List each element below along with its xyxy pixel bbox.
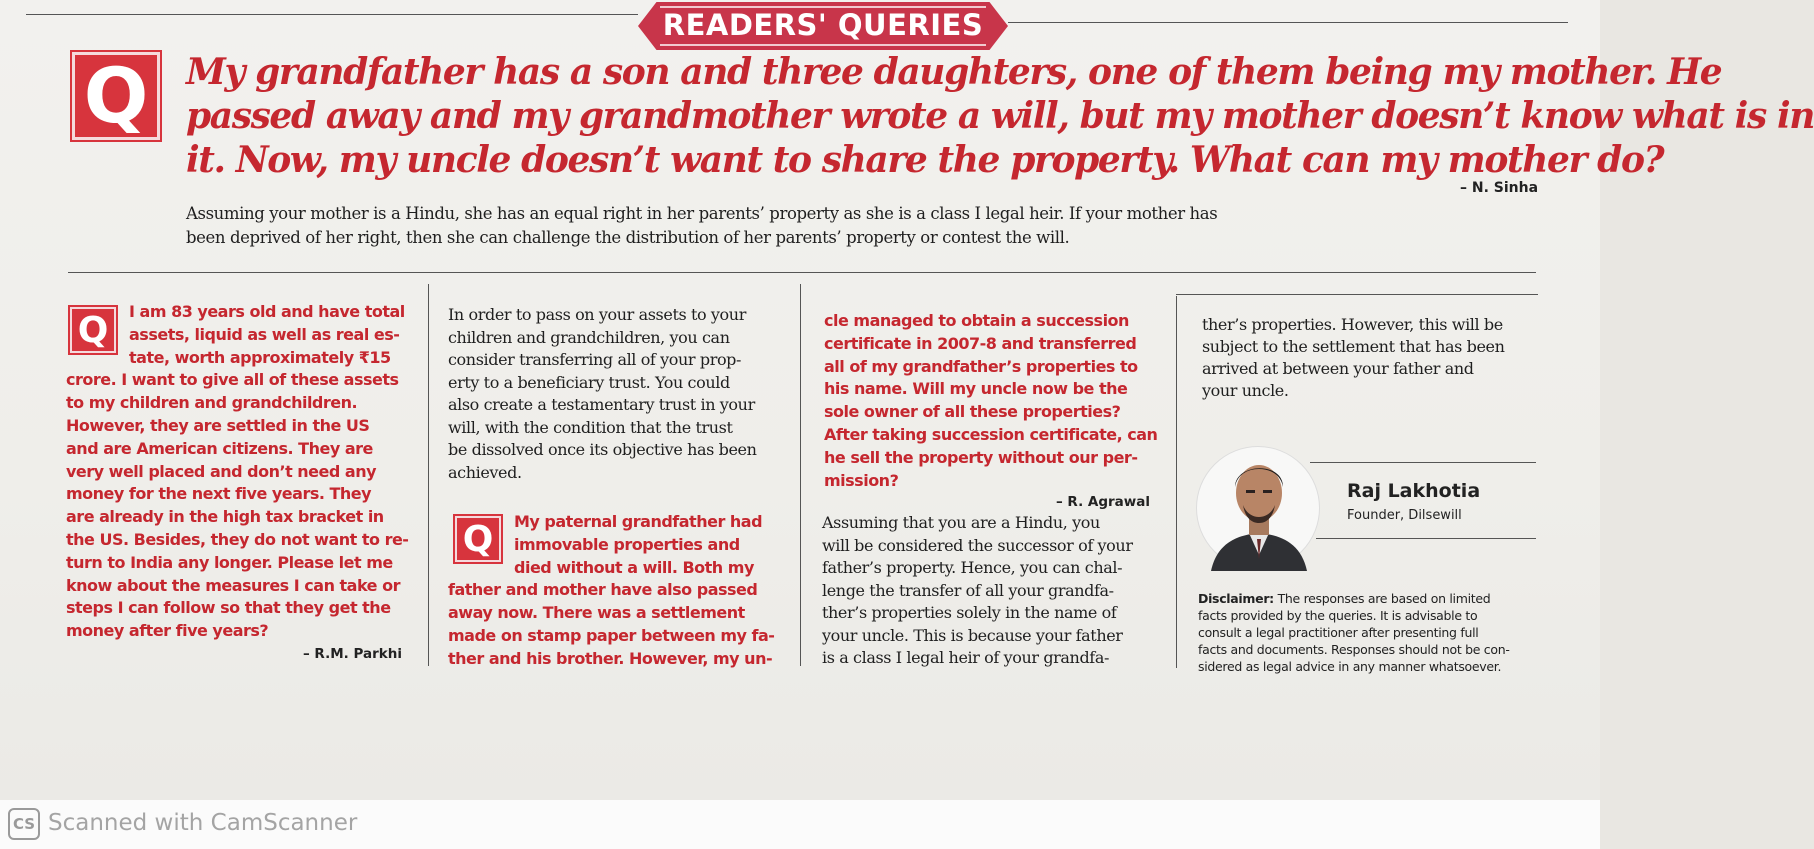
query-two-q-icon: Q: [70, 307, 116, 353]
query-two-answer-line: erty to a beneficiary trust. You could: [448, 372, 730, 392]
query-three-answer-line: will be considered the successor of your: [822, 535, 1133, 555]
query-three-answer-line: father’s property. Hence, you can chal-: [822, 558, 1123, 577]
main-answer-line: Assuming your mother is a Hindu, she has an equal right in her parents’ property as she is a class I legal heir. If your mother has: [186, 204, 1218, 223]
query-three-answer-part1: [822, 512, 1167, 670]
query-three-question-line: all of my grandfather’s properties to: [824, 356, 1138, 376]
column4-top-rule: [1176, 294, 1538, 295]
expert-avatar: [1196, 446, 1320, 570]
query-two-answer-line: achieved.: [448, 462, 522, 482]
header-rule-left: [26, 14, 638, 15]
disclaimer-line: The responses are based on limited: [1273, 591, 1491, 606]
query-two-answer-line: In order to pass on your assets to your: [448, 305, 746, 324]
camscanner-logo-icon: CS: [8, 808, 40, 840]
query-two-answer-line: will, with the condition that the trust: [448, 417, 733, 437]
query-two-answer: [448, 304, 788, 484]
query-two-question-line: assets, liquid as well as real es-: [129, 324, 400, 344]
query-two-question-line: and are American citizens. They are: [66, 438, 373, 458]
expert-title: Founder, Dilsewill: [1347, 508, 1462, 523]
query-two-question-line: money after five years?: [66, 621, 269, 641]
query-three-question-line: ther and his brother. However, my un-: [448, 648, 773, 668]
query-two-question-line: tate, worth approximately ₹15: [129, 347, 391, 367]
query-three-answer-line: ther’s properties. However, this will be: [1202, 315, 1503, 334]
main-question: [186, 50, 1814, 182]
query-two-question-line: very well placed and don’t need any: [66, 461, 377, 481]
query-two-question-line: money for the next five years. They: [66, 484, 372, 504]
query-two-answer-line: be dissolved once its objective has been: [448, 440, 757, 459]
query-two-question-line: I am 83 years old and have total: [129, 302, 405, 321]
main-answer: [186, 202, 1266, 250]
query-three-question-line: away now. There was a settlement: [448, 603, 745, 623]
main-question-line: My grandfather has a son and three daughters, one of them being my mother. He: [186, 51, 1722, 93]
main-answer-line: been deprived of her right, then she can challenge the distribution of her parents’ property or contest the will.: [186, 228, 1070, 247]
query-three-answer-line: ther’s properties solely in the name of: [822, 603, 1117, 622]
query-three-answer-line: your uncle.: [1202, 381, 1289, 400]
disclaimer-line: facts and documents. Responses should not be con-: [1198, 642, 1510, 657]
header-rule-right: [1008, 22, 1568, 23]
query-two-question: [66, 301, 416, 643]
main-question-line: it. Now, my uncle doesn’t want to share the property. What can my mother do?: [186, 139, 1664, 181]
main-question-line: passed away and my grandmother wrote a will, but my mother doesn’t know what is in: [186, 95, 1814, 137]
disclaimer: [1198, 590, 1558, 675]
query-two-question-line: are already in the high tax bracket in: [66, 507, 384, 527]
query-three-question-part1: [448, 511, 793, 671]
query-three-answer-line: subject to the settlement that has been: [1202, 337, 1505, 356]
query-three-attribution: – R. Agrawal: [1055, 494, 1150, 510]
scanner-watermark-text: Scanned with CamScanner: [48, 810, 358, 836]
query-two-question-line: However, they are settled in the US: [66, 415, 370, 435]
disclaimer-line: consult a legal practitioner after presenting full: [1198, 625, 1479, 640]
disclaimer-line: sidered as legal advice in any manner whatsoever.: [1198, 659, 1502, 674]
query-three-answer-part2: [1202, 314, 1547, 402]
query-three-question-line: mission?: [824, 470, 899, 490]
query-two-question-line: know about the measures I can take or: [66, 575, 400, 595]
query-two-question-line: crore. I want to give all of these assets: [66, 370, 399, 390]
query-three-question-line: he sell the property without our per-: [824, 447, 1138, 467]
query-two-answer-line: children and grandchildren, you can: [448, 327, 730, 347]
section-title: READERS' QUERIES: [662, 8, 984, 42]
query-three-answer-line: arrived at between your father and: [1202, 359, 1474, 378]
query-three-question-line: immovable properties and: [514, 534, 740, 554]
query-two-question-line: the US. Besides, they do not want to re-: [66, 529, 409, 549]
disclaimer-label: Disclaimer:: [1198, 591, 1274, 606]
query-three-question-line: made on stamp paper between my fa-: [448, 625, 775, 645]
query-two-question-line: to my children and grandchildren.: [66, 393, 358, 413]
section-divider: [68, 272, 1536, 273]
main-question-q-icon: Q: [72, 52, 160, 140]
query-three-question-line: his name. Will my uncle now be the: [824, 379, 1128, 399]
disclaimer-line: facts provided by the queries. It is advisable to: [1198, 608, 1478, 623]
column-rule-2: [800, 284, 801, 666]
query-three-q-icon: Q: [455, 516, 501, 562]
query-two-attribution: – R.M. Parkhi: [302, 646, 402, 662]
column-rule-3: [1176, 296, 1177, 668]
query-three-question-line: father and mother have also passed: [448, 580, 758, 600]
query-three-answer-line: your uncle. This is because your father: [822, 625, 1123, 645]
query-three-question-line: My paternal grandfather had: [514, 512, 763, 531]
query-three-answer-line: Assuming that you are a Hindu, you: [822, 513, 1100, 532]
query-three-question-line: died without a will. Both my: [514, 557, 754, 577]
query-three-question-line: certificate in 2007-8 and transferred: [824, 333, 1137, 353]
query-two-answer-line: also create a testamentary trust in your: [448, 395, 755, 414]
expert-portrait-icon: [1197, 447, 1321, 571]
query-three-question-line: After taking succession certificate, can: [824, 424, 1158, 444]
query-three-question-line: cle managed to obtain a succession: [824, 311, 1129, 330]
query-three-answer-line: is a class I legal heir of your grandfa-: [822, 648, 1109, 667]
query-three-question-line: sole owner of all these properties?: [824, 402, 1121, 422]
expert-rule-top: [1310, 462, 1536, 463]
query-two-question-line: steps I can follow so that they get the: [66, 598, 391, 618]
expert-name: Raj Lakhotia: [1347, 480, 1481, 502]
main-question-attribution: – N. Sinha: [1460, 180, 1539, 196]
query-three-answer-line: lenge the transfer of all your grandfa-: [822, 580, 1114, 600]
query-two-question-line: turn to India any longer. Please let me: [66, 552, 393, 572]
expert-rule-bottom: [1316, 538, 1536, 539]
query-three-question-part2: [824, 310, 1169, 492]
query-two-answer-line: consider transferring all of your prop-: [448, 350, 742, 369]
column-rule-1: [428, 284, 429, 666]
